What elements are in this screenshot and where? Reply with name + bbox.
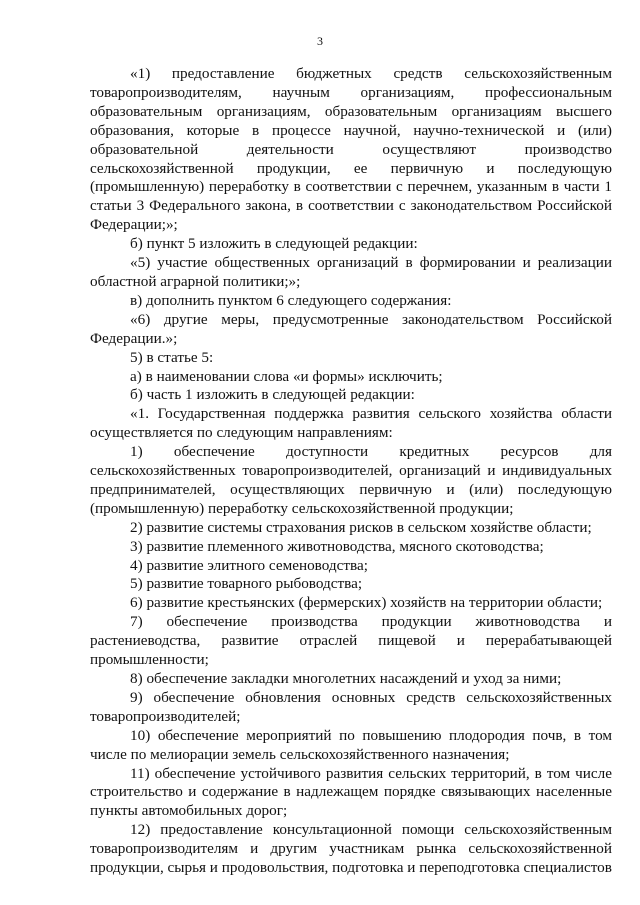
paragraph-10: 1) обеспечение доступности кредитных ресурсов для сельскохозяйственных товаропроизводителей, организаций и индивидуальных предпринимателей, осуществляющих первичную и (или) последующую (промышленную) переработку сельскохозяйственной продукции; bbox=[90, 443, 612, 517]
paragraph-2: б) пункт 5 изложить в следующей редакции: bbox=[130, 235, 418, 253]
paragraph-15: 6) развитие крестьянских (фермерских) хозяйств на территории области; bbox=[130, 594, 603, 612]
paragraph-1: «1) предоставление бюджетных средств сельскохозяйственным товаропроизводителям, научным организациям, профессиональным образовательным организациям, образовательным организациям высшего образования, которые в процессе научной, научно-технической и (или) образовательной деятельности осуществляют производство сельскохозяйственной продукции, ее первичную и последующую (промышленную) переработку в соответствии с перечнем, указанным в части 1 статьи 3 Федерального закона, в соответствии с законодательством Российской Федерации;»; bbox=[90, 65, 612, 234]
paragraph-17: 8) обеспечение закладки многолетних насаждений и уход за ними; bbox=[130, 670, 562, 687]
paragraph-19: 10) обеспечение мероприятий по повышению плодородия почв, в том числе по мелиорации земель сельскохозяйственного назначения; bbox=[90, 726, 612, 763]
paragraph-12: 3) развитие племенного животноводства, мясного скотоводства; bbox=[130, 537, 544, 555]
paragraph-4: в) дополнить пунктом 6 следующего содержания: bbox=[130, 291, 452, 309]
paragraph-7: а) в наименовании слова «и формы» исключить; bbox=[130, 367, 443, 385]
paragraph-8: б) часть 1 изложить в следующей редакции: bbox=[130, 386, 415, 404]
paragraph-20: 11) обеспечение устойчивого развития сельских территорий, в том числе строительство и содержание в надлежащем порядке связывающих населенные пункты автомобильных дорог; bbox=[90, 764, 612, 820]
paragraph-5: «6) другие меры, предусмотренные законодательством Российской Федерации.»; bbox=[90, 310, 612, 347]
paragraph-6: 5) в статье 5: bbox=[130, 348, 214, 366]
paragraph-9: «1. Государственная поддержка развития сельского хозяйства области осуществляется по следующим направлениям: bbox=[90, 405, 612, 442]
paragraph-21: 12) предоставление консультационной помощи сельскохозяйственным товаропроизводителям и другим участникам рынка сельскохозяйственной продукции, сырья и продовольствия, подготовка и переподготовка специалистов bbox=[90, 821, 612, 877]
paragraph-3: «5) участие общественных организаций в формировании и реализации областной аграрной политики;»; bbox=[90, 254, 612, 290]
paragraph-16: 7) обеспечение производства продукции животноводства и растениеводства, развитие отраслей пищевой и перерабатывающей промышленности; bbox=[90, 613, 612, 669]
paragraph-11: 2) развитие системы страхования рисков в сельском хозяйстве области; bbox=[130, 518, 592, 536]
paragraph-13: 4) развитие элитного семеноводства; bbox=[130, 556, 368, 574]
page-number: 3 bbox=[317, 34, 323, 48]
paragraph-14: 5) развитие товарного рыбоводства; bbox=[130, 575, 363, 593]
document-body bbox=[90, 65, 612, 878]
paragraph-18: 9) обеспечение обновления основных средств сельскохозяйственных товаропроизводителей; bbox=[90, 688, 612, 725]
